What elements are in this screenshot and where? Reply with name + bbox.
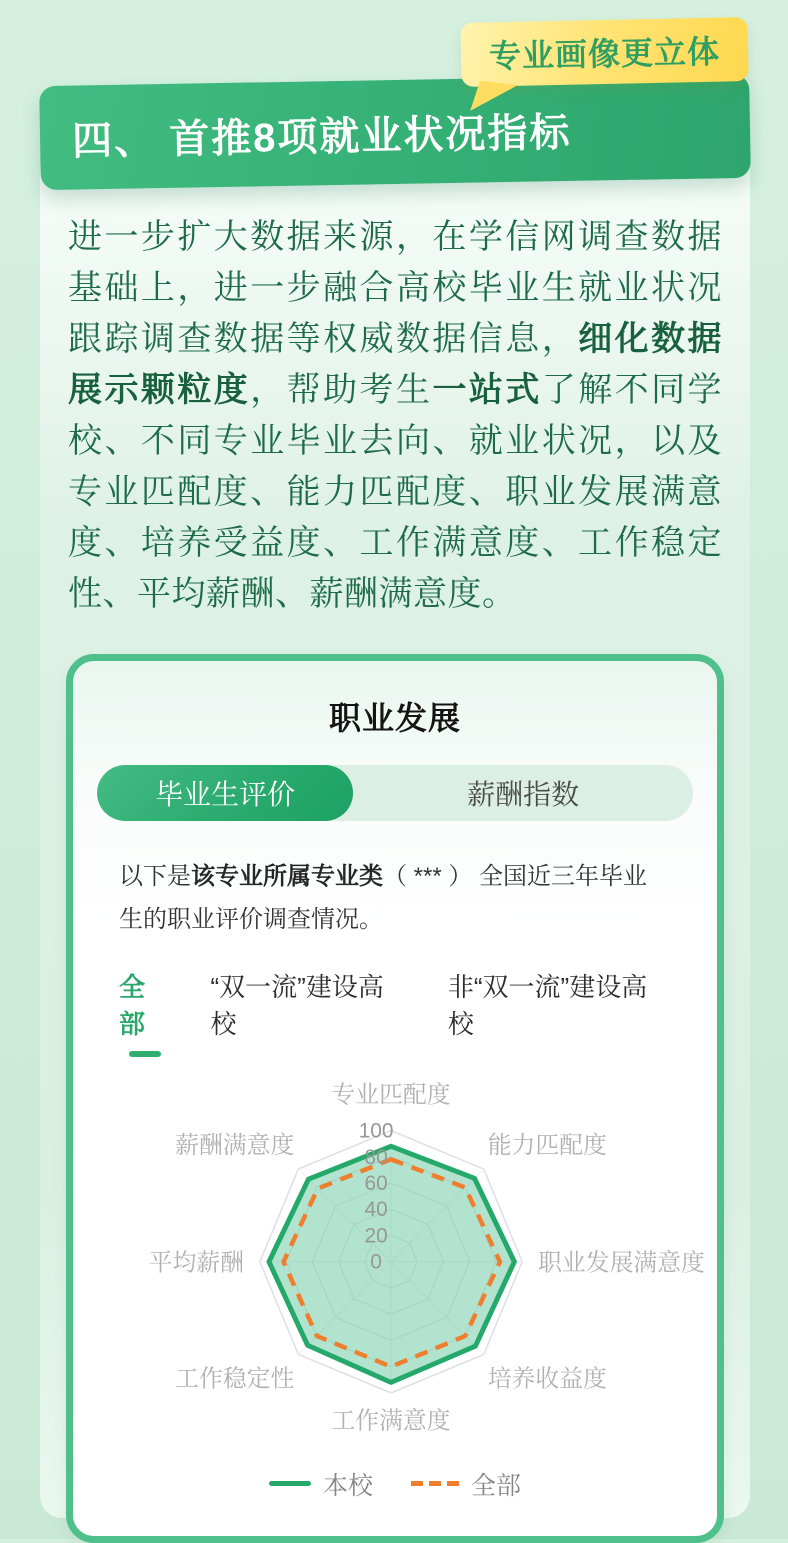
radar-tick-label: 60 — [364, 1171, 388, 1195]
note-suffix: （ *** ） 全国近三年毕业生的职业评价调查情况。 — [119, 863, 648, 933]
chart-card — [66, 654, 724, 1543]
filter-all[interactable] — [119, 967, 171, 1057]
radar-axis-label: 职业发展满意度 — [538, 1249, 705, 1277]
note-text — [119, 855, 671, 941]
radar-axis-label: 平均薪酬 — [148, 1249, 244, 1277]
section-title: 四、 首推8项就业状况指标 — [71, 110, 572, 164]
content-panel — [40, 148, 750, 1518]
radar-axis-label: 能力匹配度 — [487, 1132, 607, 1160]
note-bold: 该专业所属专业类 — [191, 863, 383, 890]
legend-dashed-line-icon — [411, 1481, 459, 1486]
filter-non-double-first-class-label: 非“双一流”建设高校 — [447, 972, 648, 1039]
filter-active-underline — [129, 1051, 161, 1057]
radar-tick-label: 0 — [370, 1250, 382, 1274]
radar-tick-label: 20 — [364, 1224, 388, 1248]
filter-non-double-first-class[interactable] — [448, 967, 671, 1041]
filter-double-first-class[interactable] — [211, 967, 408, 1041]
legend-school-label: 本校 — [322, 1471, 373, 1500]
radar-axis-label: 培养收益度 — [487, 1365, 607, 1393]
legend-solid-line-icon — [269, 1481, 311, 1486]
tab-salary-index[interactable]: 薪酬指数 — [467, 779, 580, 810]
intro-seg-4-bold: 一站式 — [432, 371, 542, 409]
filter-double-first-class-label: “双一流”建设高校 — [210, 972, 384, 1039]
chart-legend — [97, 1466, 693, 1502]
intro-paragraph — [68, 212, 722, 620]
legend-item-school — [269, 1466, 373, 1502]
note-prefix: 以下是 — [119, 863, 191, 890]
filter-row — [119, 967, 671, 1057]
intro-seg-5: 了解不同学校、不同专业毕业去向、就业状况，以及专业匹配度、能力匹配度、职业发展满意度、培养受益度、工作满意度、工作稳定性、平均薪酬、薪酬满意度。 — [68, 371, 723, 613]
radar-axis-label: 工作满意度 — [331, 1407, 451, 1435]
radar-chart-svg — [77, 1063, 713, 1447]
card-title: 职业发展 — [328, 700, 461, 736]
intro-seg-1: 进一步扩大数据来源，在学信网调查数据基础上，进一步融合高校毕业生就业状况跟踪调查数据等权威数据信息， — [68, 218, 722, 358]
filter-all-label: 全部 — [119, 972, 146, 1039]
radar-axis-label: 薪酬满意度 — [175, 1132, 295, 1160]
radar-tick-label: 100 — [358, 1119, 394, 1143]
radar-axis-label: 专业匹配度 — [331, 1081, 451, 1109]
legend-item-all — [411, 1466, 521, 1502]
radar-series-本校 — [269, 1146, 514, 1382]
intro-seg-2-bold: 细化数据展示颗粒度 — [68, 320, 723, 409]
tab-bar — [97, 765, 693, 821]
section-header — [39, 74, 751, 190]
intro-seg-3: ，帮助考生 — [250, 371, 433, 409]
radar-tick-label: 80 — [364, 1145, 388, 1169]
radar-chart — [77, 1063, 713, 1452]
tab-graduate-evaluation[interactable]: 毕业生评价 — [97, 765, 353, 821]
radar-tick-label: 40 — [364, 1198, 388, 1222]
radar-axis-label: 工作稳定性 — [175, 1365, 295, 1393]
legend-all-label: 全部 — [471, 1471, 522, 1500]
promo-badge-label: 专业画像更立体 — [488, 33, 721, 75]
promo-badge — [460, 17, 748, 87]
